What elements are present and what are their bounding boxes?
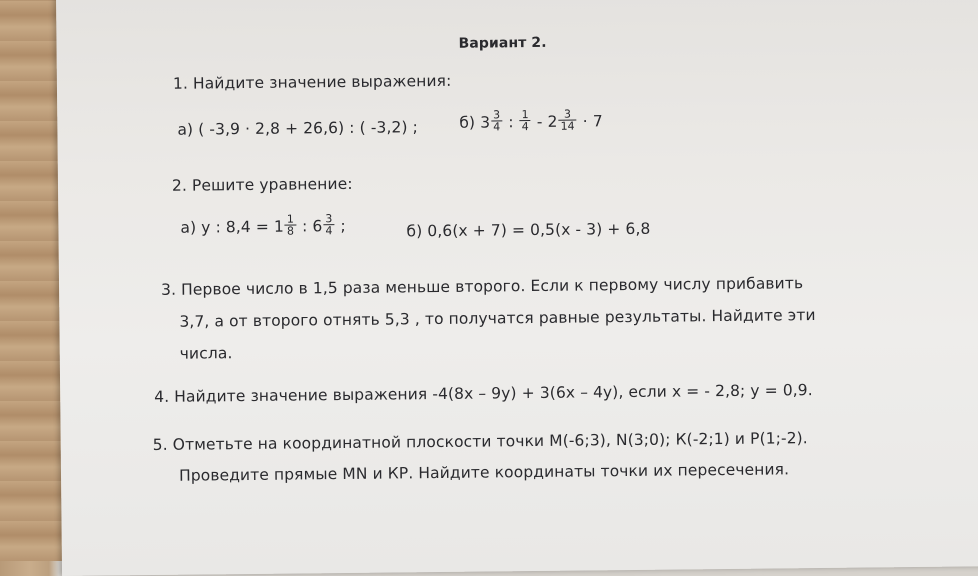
fraction: $\frac{3}{4}$ (325, 212, 333, 238)
task1-b-label: б) (459, 113, 476, 132)
task5-line1: 5. Отметьте на координатной плоскости точки М(-6;3), N(3;0); К(-2;1) и Р(1;-2). (152, 429, 808, 455)
task4-line1: 4. Найдите значение выражения -4(8х – 9у) + 3(6х – 4у), если х = - 2,8; у = 0,9. (154, 381, 813, 406)
variant-title: Вариант 2. (458, 34, 547, 52)
worksheet-paper (56, 0, 978, 576)
task2-heading: 2. Решите уравнение: (171, 174, 353, 195)
task1-part-a (177, 118, 418, 139)
fraction: $\frac{3}{14}$ (558, 109, 576, 132)
fraction: $\frac{3}{4}$ (493, 108, 501, 134)
task1-heading: 1. Найдите значение выражения: (172, 71, 452, 93)
task1-b-whole: 3 (480, 113, 491, 132)
task1-a-label: а) (177, 120, 194, 139)
task3-line1: 3. Первое число в 1,5 раза меньше второго. Если к первому числу прибавить (160, 274, 804, 299)
fraction: $\frac{1}{4}$ (521, 108, 529, 134)
task3-line3: числа. (179, 344, 233, 363)
task5-line2: Проведите прямые MN и КР. Найдите координаты точки их пересечения. (178, 460, 790, 485)
task1-part-b: б) 3 $\frac{3}{4}$ : $\frac{1}{4}$ - 2 $\frac{3}{14}$ · 7 (459, 107, 603, 134)
task2-a-label: а) (180, 218, 197, 237)
task1-a-expression: ( -3,9 · 2,8 + 26,6) : ( -3,2) ; (198, 118, 419, 139)
task3-line2: 3,7, а от второго отнять 5,3 , то получатся равные результаты. Найдите эти (179, 306, 816, 331)
fraction: $\frac{1}{8}$ (286, 212, 295, 238)
task2-part-a: а) у : 8,4 = 1 $\frac{1}{8}$ : 6 $\frac{3}{4}$ ; (180, 212, 346, 238)
task2-part-b: б) 0,6(х + 7) = 0,5(х - 3) + 6,8 (406, 219, 651, 241)
